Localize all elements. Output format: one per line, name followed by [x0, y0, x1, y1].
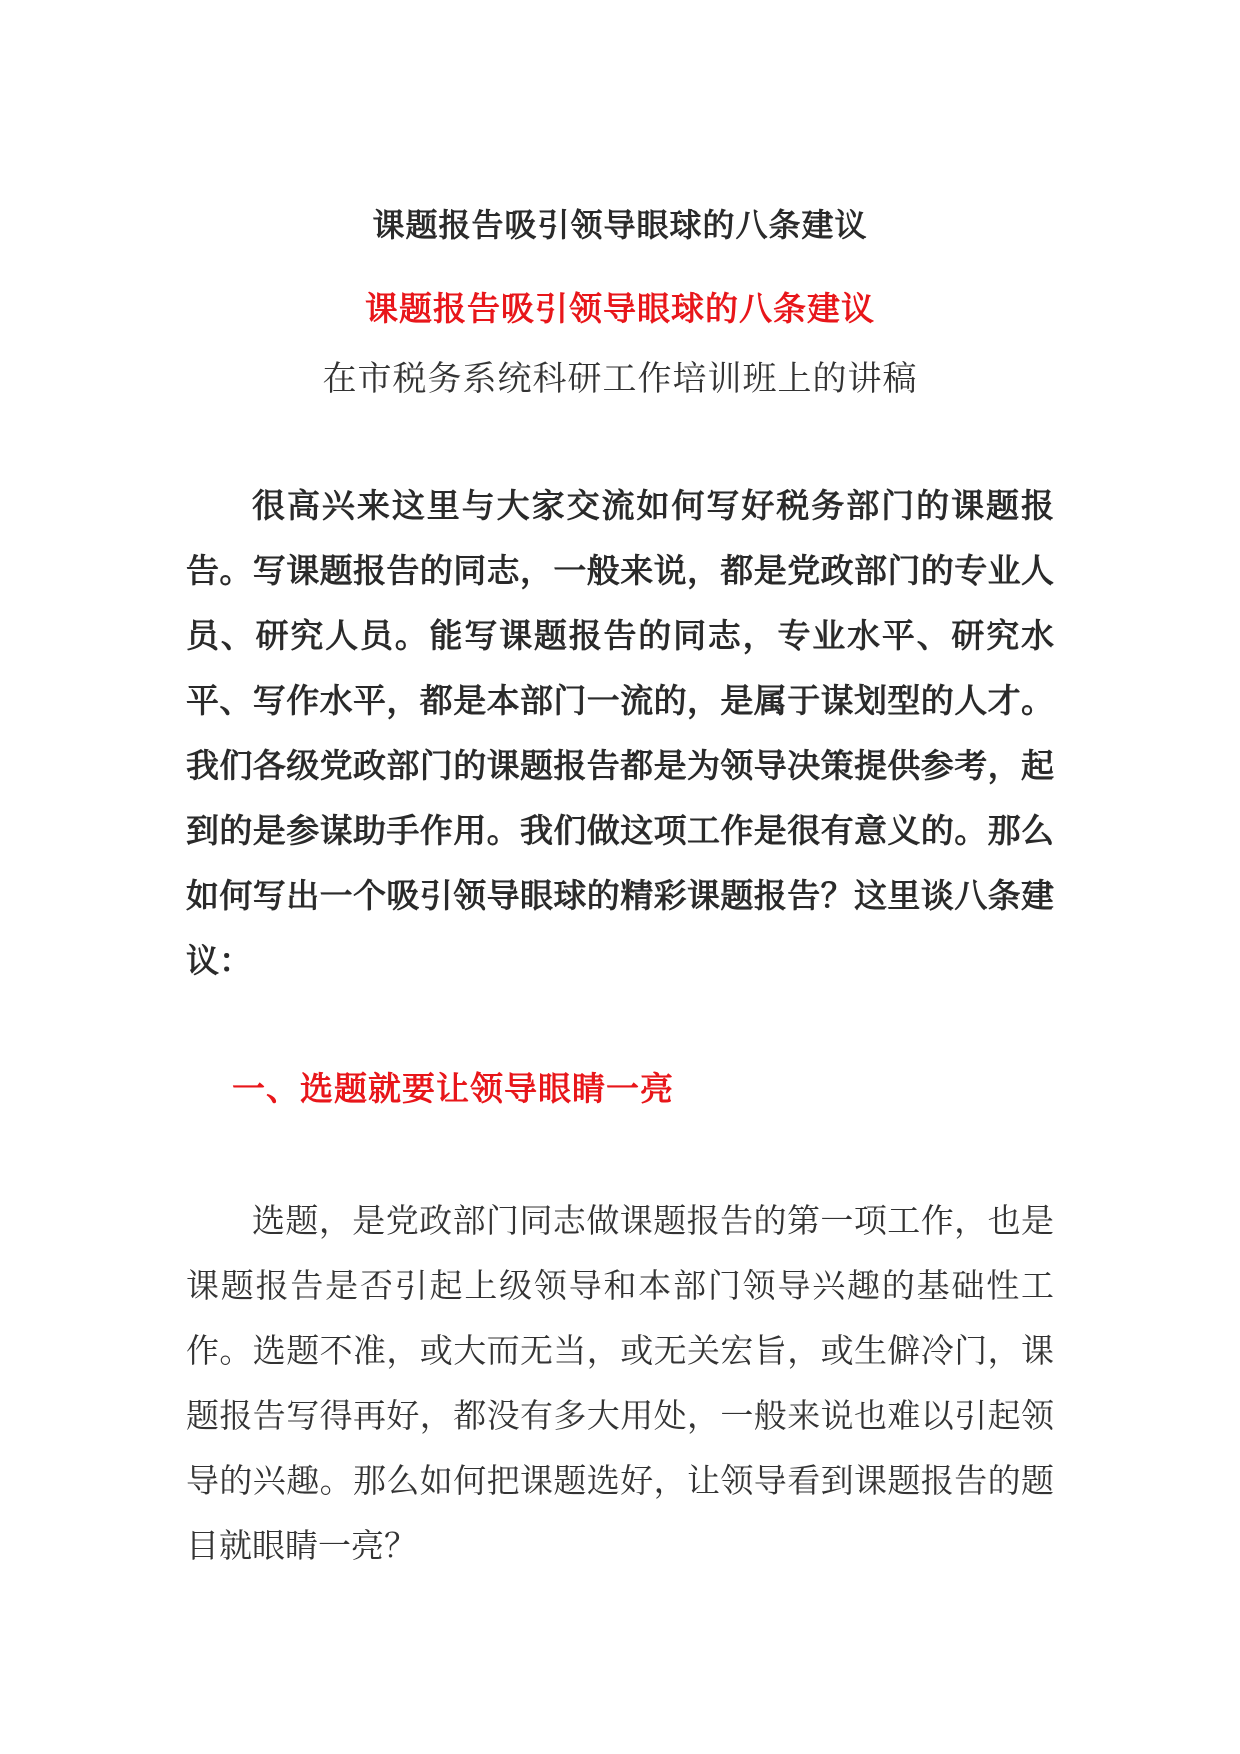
speech-subtitle: 在市税务系统科研工作培训班上的讲稿 [322, 359, 918, 399]
document-title: 课题报告吸引领导眼球的八条建议 [372, 206, 868, 244]
intro-paragraph: 很高兴来这里与大家交流如何写好税务部门的课题报告。写课题报告的同志，一般来说，都是党政部门的专业人员、研究人员。能写课题报告的同志，专业水平、研究水平、写作水平，都是本部门一流的，是属于谋划型的人才。我们各级党政部门的课题报告都是为领导决策提供参考，起到的是参谋助手作用。我们做这项工作是很有意义的。那么如何写出一个吸引领导眼球的精彩课题报告？这里谈八条建议： [186, 486, 1054, 980]
red-headline-title: 课题报告吸引领导眼球的八条建议 [365, 289, 875, 328]
section-1-paragraph: 选题，是党政部门同志做课题报告的第一项工作，也是课题报告是否引起上级领导和本部门领导兴趣的基础性工作。选题不准，或大而无当，或无关宏旨，或生僻冷门，课题报告写得再好，都没有多大用处，一般来说也难以引起领导的兴趣。那么如何把课题选好，让领导看到课题报告的题目就眼睛一亮？ [186, 1201, 1054, 1565]
section-1-heading: 一、选题就要让领导眼睛一亮 [232, 1069, 674, 1108]
